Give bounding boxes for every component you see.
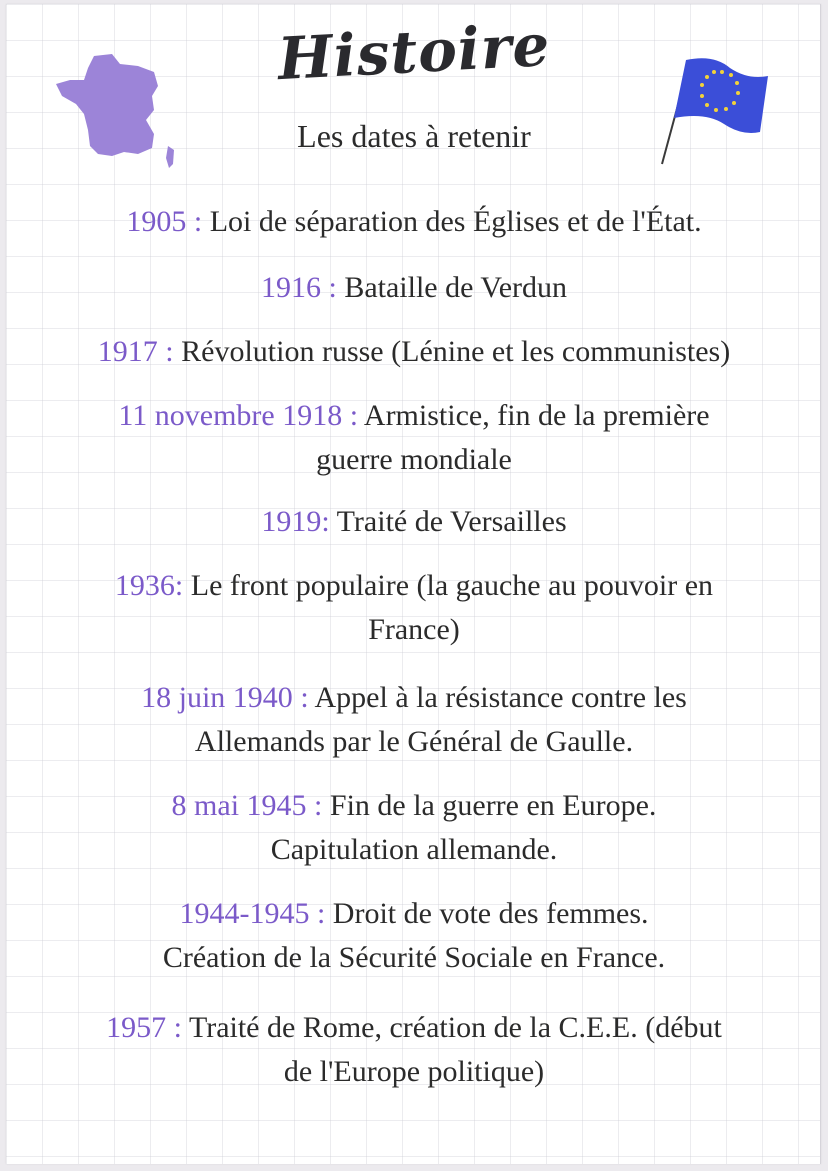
entry-date: 1936 xyxy=(114,569,175,602)
date-entry xyxy=(30,394,798,482)
entry-text: Bataille de Verdun xyxy=(344,271,568,304)
entry-separator: : xyxy=(309,897,333,930)
entry-text: Révolution russe (Lénine et les communistes) xyxy=(181,335,731,368)
date-entry xyxy=(30,892,798,980)
entry-separator: : xyxy=(306,789,330,822)
entry-separator: : xyxy=(174,569,191,602)
entry-text: Traité de Versailles xyxy=(336,505,567,538)
entry-separator: : xyxy=(321,505,337,538)
entry-date: 1905 xyxy=(126,205,187,238)
entry-text: Le front populaire (la gauche au pouvoir en xyxy=(190,569,714,602)
entry-separator: : xyxy=(342,399,364,432)
date-entry xyxy=(30,500,798,544)
entry-text: de l'Europe politique) xyxy=(283,1055,545,1088)
entry-text: Allemands par le Général de Gaulle. xyxy=(194,725,634,758)
date-entry xyxy=(30,1006,798,1094)
entry-separator: : xyxy=(157,335,182,368)
entry-text: Armistice, fin de la première xyxy=(363,399,710,432)
entry-separator: : xyxy=(166,1011,189,1044)
date-entry xyxy=(30,676,798,764)
entry-text: France) xyxy=(368,613,460,646)
entry-date: 1919 xyxy=(261,505,322,538)
date-entry xyxy=(30,784,798,872)
entry-date: 1916 xyxy=(260,271,321,304)
date-entry xyxy=(30,266,798,310)
entry-text: Loi de séparation des Églises et de l'État. xyxy=(209,205,702,238)
page-title: Histoire xyxy=(276,10,552,94)
page-subtitle: Les dates à retenir xyxy=(297,118,531,154)
entry-text: Traité de Rome, création de la C.E.E. (début xyxy=(188,1011,722,1044)
entry-separator: : xyxy=(320,271,345,304)
entry-text: Création de la Sécurité Sociale en France. xyxy=(162,941,666,974)
entry-separator: : xyxy=(292,681,315,714)
entry-date: 1944-1945 xyxy=(179,897,310,930)
entry-date: 1957 xyxy=(106,1011,167,1044)
date-entry xyxy=(30,330,798,374)
entry-date: 1917 xyxy=(97,335,158,368)
date-entry xyxy=(30,564,798,652)
entry-separator: : xyxy=(186,205,210,238)
entry-text: Appel à la résistance contre les xyxy=(314,681,687,714)
entry-text: Droit de vote des femmes. xyxy=(332,897,649,930)
entry-date: 11 novembre 1918 xyxy=(118,399,343,432)
entry-text: Fin de la guerre en Europe. xyxy=(329,789,657,822)
entry-date: 18 juin 1940 xyxy=(141,681,293,714)
date-entry xyxy=(30,200,798,244)
entry-text: guerre mondiale xyxy=(316,443,512,476)
entry-date: 8 mai 1945 xyxy=(171,789,307,822)
entry-text: Capitulation allemande. xyxy=(270,833,558,866)
